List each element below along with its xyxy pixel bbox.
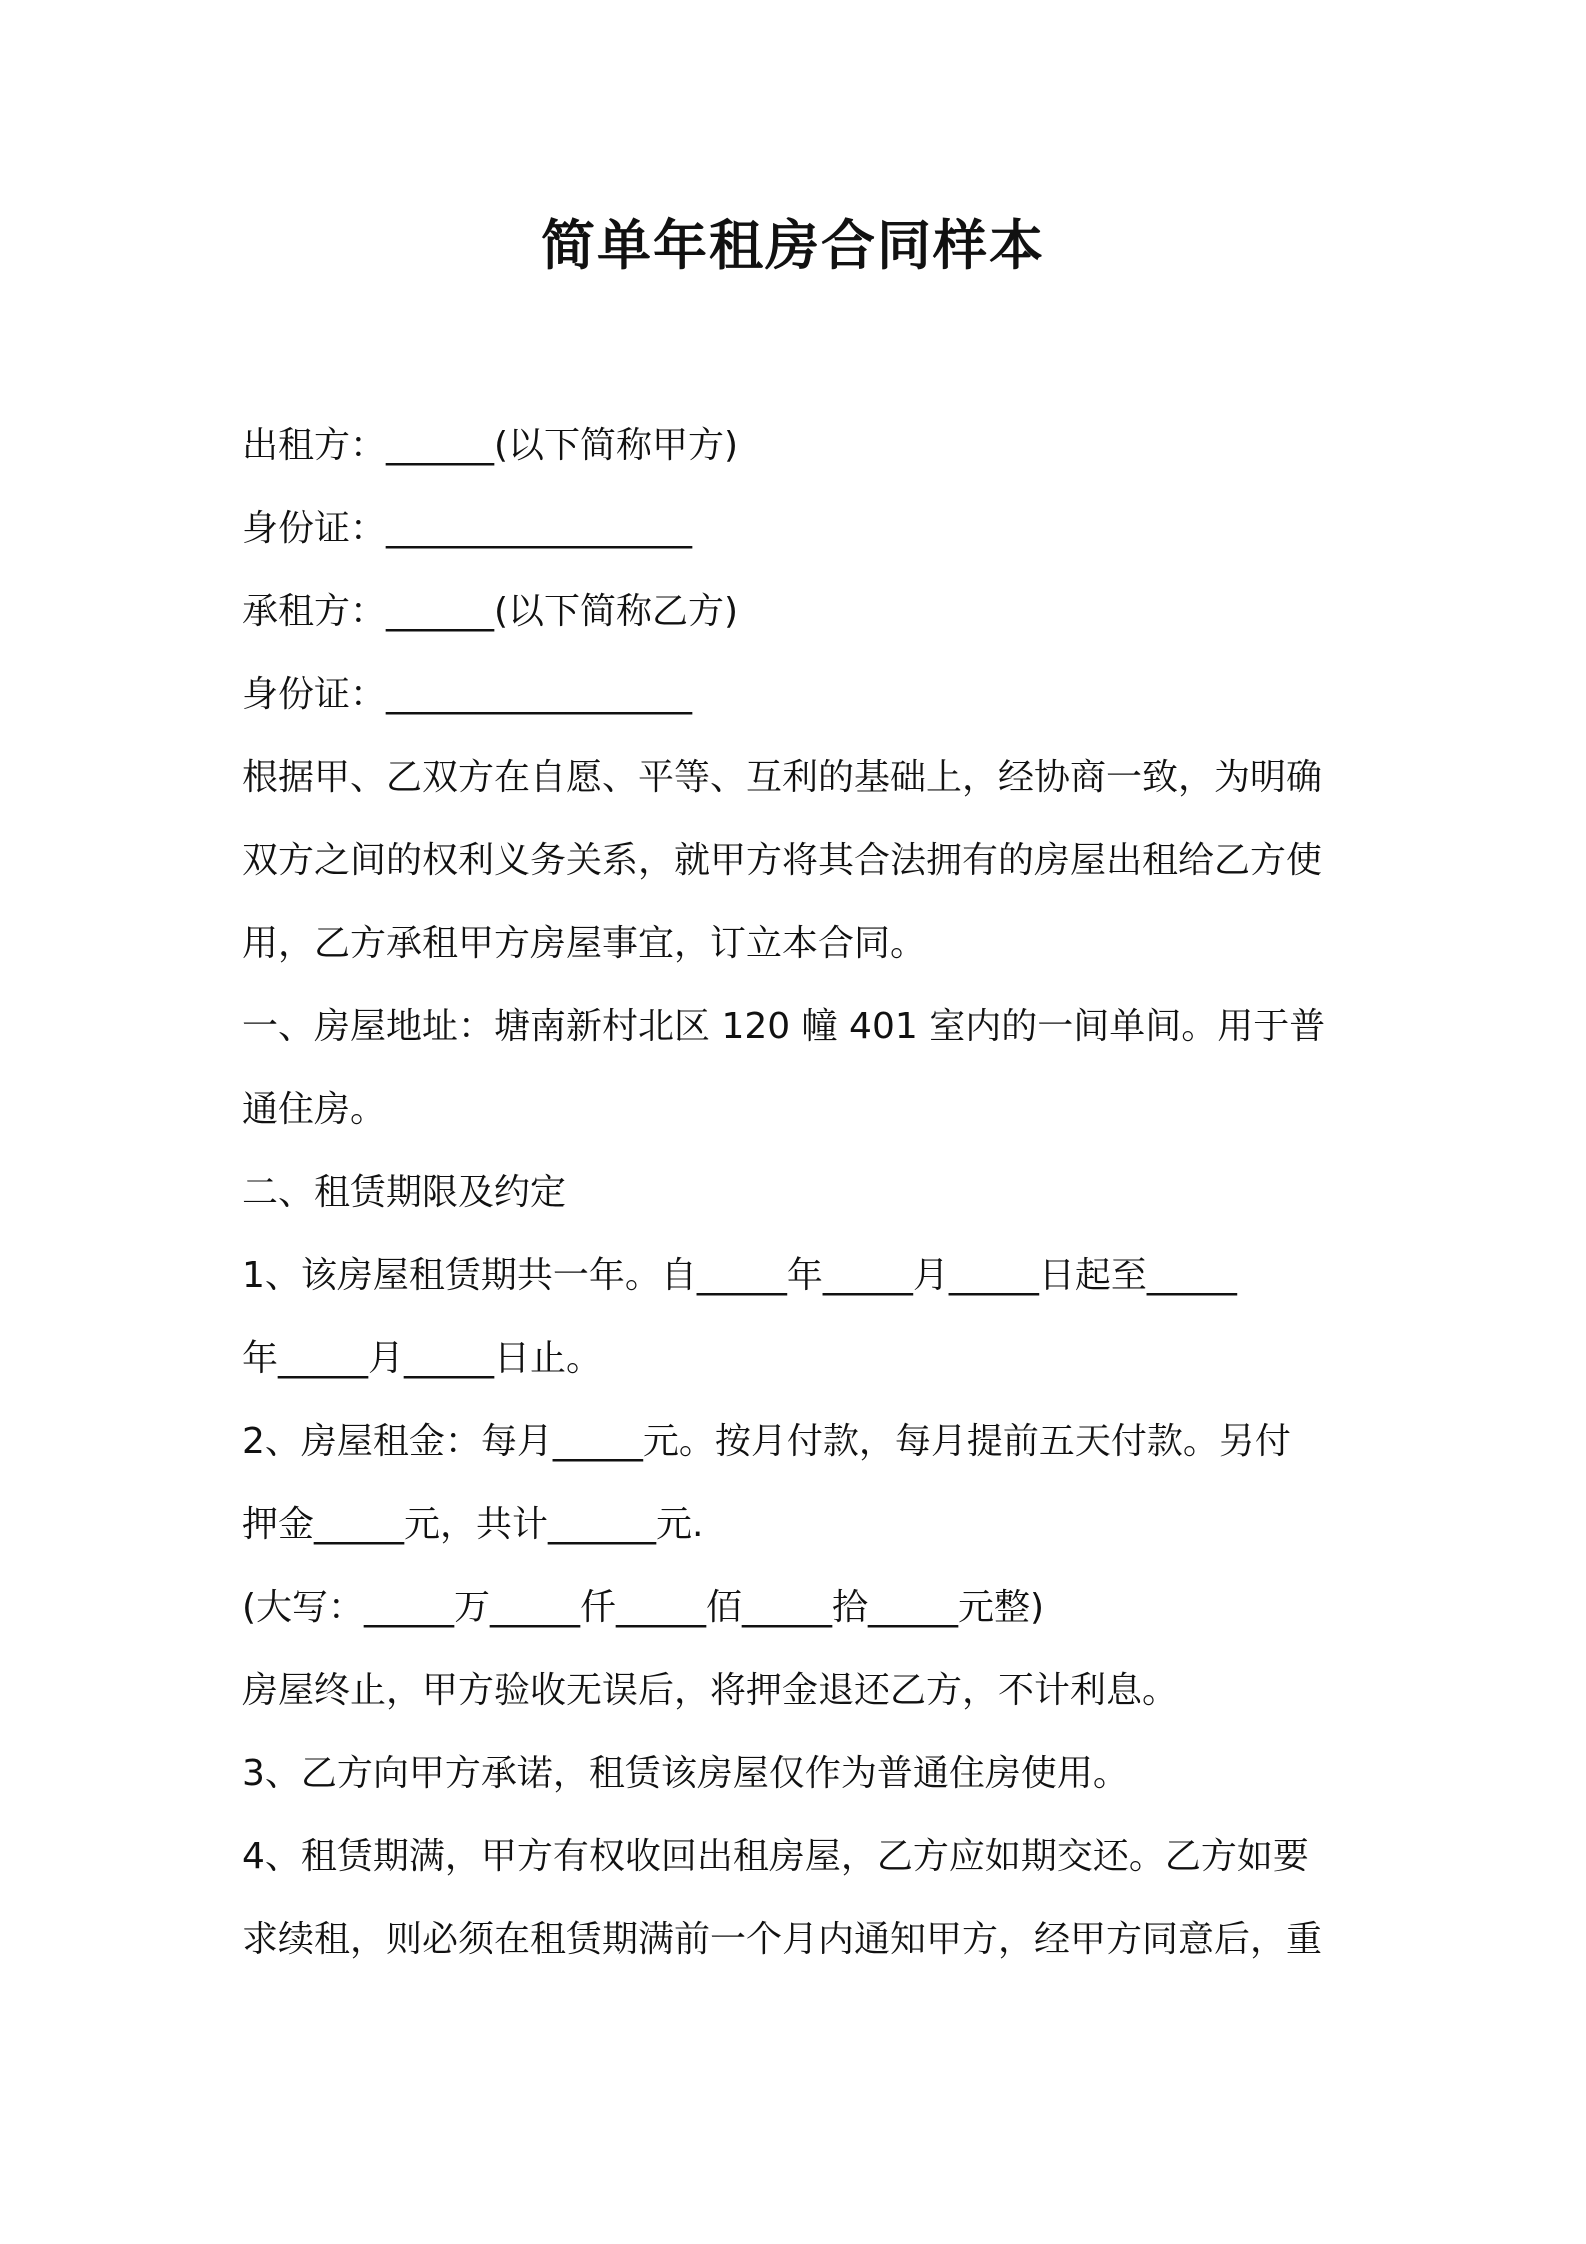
clause-2-line-2: 押金_____元，共计______元. — [242, 1504, 704, 1545]
clause-1-line-1: 1、该房屋租赁期共一年。自_____年_____月_____日起至_____ — [242, 1255, 1237, 1296]
lessor-id-line: 身份证：_________________ — [242, 508, 693, 549]
clause-2-amount-in-words: (大写：_____万_____仟_____佰_____拾_____元整) — [242, 1587, 1045, 1628]
section-1-address-line-2: 通住房。 — [242, 1089, 387, 1130]
lessee-id-line: 身份证：_________________ — [242, 674, 693, 715]
document-title: 简单年租房合同样本 — [541, 214, 1045, 277]
document-body — [242, 404, 1357, 1981]
section-2-heading: 二、租赁期限及约定 — [242, 1172, 567, 1213]
lessor-line: 出租方：______(以下简称甲方) — [242, 425, 739, 466]
preamble-line-3: 用，乙方承租甲方房屋事宜，订立本合同。 — [242, 923, 927, 964]
clause-4-line-1: 4、租赁期满，甲方有权收回出租房屋，乙方应如期交还。乙方如要 — [242, 1836, 1309, 1877]
section-1-address-line-1: 一、房屋地址：塘南新村北区 120 幢 401 室内的一间单间。用于普 — [242, 1006, 1326, 1047]
deposit-refund-line: 房屋终止，甲方验收无误后，将押金退还乙方，不计利息。 — [242, 1670, 1179, 1711]
clause-1-line-2: 年_____月_____日止。 — [242, 1338, 603, 1379]
preamble-line-1: 根据甲、乙双方在自愿、平等、互利的基础上，经协商一致，为明确 — [242, 757, 1323, 798]
clause-3-line: 3、乙方向甲方承诺，租赁该房屋仅作为普通住房使用。 — [242, 1753, 1129, 1794]
clause-2-line-1: 2、房屋租金：每月_____元。按月付款，每月提前五天付款。另付 — [242, 1421, 1291, 1462]
clause-4-line-2: 求续租，则必须在租赁期满前一个月内通知甲方，经甲方同意后，重 — [242, 1919, 1323, 1960]
lessee-line: 承租方：______(以下简称乙方) — [242, 591, 739, 632]
preamble-line-2: 双方之间的权利义务关系，就甲方将其合法拥有的房屋出租给乙方使 — [242, 840, 1323, 881]
